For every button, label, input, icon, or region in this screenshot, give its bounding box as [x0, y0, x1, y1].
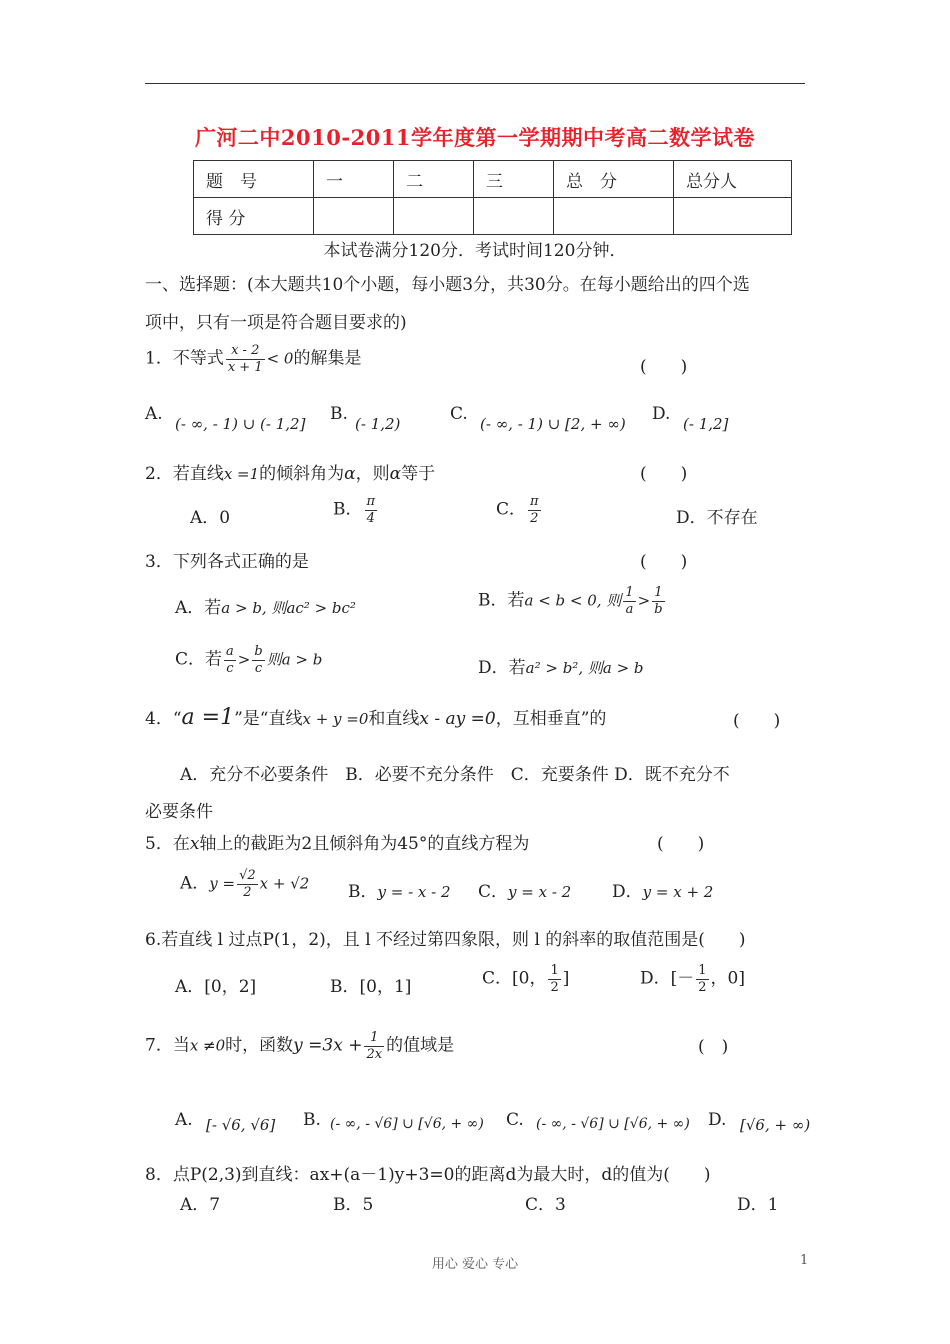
q2-b-numerator: π — [366, 494, 376, 509]
question-2-stem — [145, 459, 435, 484]
question-4-stem — [145, 704, 606, 730]
q4-quote-open: “ — [172, 709, 182, 729]
q7-option-d-label: D. — [708, 1110, 727, 1130]
q7-prefix: 7．当 — [145, 1035, 190, 1056]
q5-a-tail: x + √2 — [259, 874, 310, 893]
q4-suffix: ，互相垂直”的 — [495, 709, 607, 729]
q2-alpha2: α — [389, 464, 402, 484]
q7-function: y =3x + — [293, 1035, 363, 1056]
q5-option-d — [612, 877, 713, 902]
q1-numerator: x - 2 — [226, 343, 265, 360]
q3-b-den2: b — [654, 601, 663, 617]
q4-answer-paren[interactable]: ( ) — [733, 711, 781, 731]
q3-answer-paren[interactable]: ( ) — [640, 552, 688, 572]
score-cell[interactable] — [314, 198, 394, 235]
q7-option-c: (- ∞, - √6] ∪ [√6, + ∞) — [536, 1116, 690, 1132]
q5-a-lhs: y = — [209, 874, 236, 893]
q5-option-b-label: B． — [348, 882, 378, 902]
q2-option-b-fraction — [365, 494, 378, 526]
q8-option-d: D．1 — [737, 1195, 779, 1215]
q3-b-den1: a — [625, 601, 634, 617]
q3-c-den2: c — [254, 660, 263, 676]
q7-option-c-label: C. — [506, 1110, 524, 1130]
q3-option-a-expr: a > b, 则ac² > bc² — [221, 599, 356, 617]
q2-c-denominator: 2 — [530, 510, 539, 526]
score-header-cell: 一 — [314, 161, 394, 198]
q6-c-num: 1 — [550, 963, 559, 978]
q4-options: A．充分不必要条件 B．必要不充分条件 C．充要条件 D．既不充分不 — [180, 765, 730, 785]
q7-mid: 时，函数 — [225, 1035, 294, 1056]
q3-option-c — [175, 644, 322, 676]
q6-c-fraction — [548, 963, 560, 995]
score-cell[interactable] — [474, 198, 554, 235]
question-7-stem — [145, 1030, 454, 1062]
q5-option-d-expr: y = x + 2 — [642, 883, 714, 901]
q1-fraction — [226, 343, 265, 375]
q1-option-c-label: C. — [450, 404, 468, 424]
q7-option-a: [- √6, √6] — [206, 1116, 276, 1134]
q6-d-num: 1 — [698, 963, 707, 978]
q6-option-c-label: C．[0， — [482, 968, 547, 989]
q5-a-fraction — [237, 868, 258, 900]
q1-denominator: x + 1 — [227, 359, 263, 375]
q4-line2: x - ay =0 — [419, 709, 496, 729]
q5-answer-paren[interactable]: ( ) — [657, 834, 705, 854]
q3-option-d — [478, 653, 644, 678]
q1-prefix: 1．不等式 — [145, 348, 224, 369]
q6-c-den: 2 — [550, 979, 559, 995]
q3-c-fraction-2 — [252, 644, 264, 676]
question-6-stem: 6.若直线 l 过点P(1，2)，且 l 不经过第四象限，则 l 的斜率的取值范围是( ) — [145, 930, 746, 950]
q1-option-a-label: A. — [145, 404, 163, 424]
q2-option-a: A．0 — [190, 508, 231, 528]
q4-mid2: 和直线 — [368, 709, 420, 729]
question-8-stem: 8．点P(2,3)到直线：ax+(a－1)y+3=0的距离d为最大时，d的值为( ) — [145, 1165, 711, 1185]
q3-b-fraction-2 — [652, 585, 664, 617]
score-header-cell: 总 分 — [554, 161, 674, 198]
exam-note: 本试卷满分120分．考试时间120分钟． — [323, 241, 627, 261]
q2-mid2: ，则 — [355, 464, 390, 484]
q7-condition: x ≠0 — [189, 1036, 226, 1055]
q4-mid: ”是“直线 — [234, 709, 303, 729]
q1-option-b-label: B. — [330, 404, 348, 424]
q4-condition: a =1 — [181, 705, 235, 730]
q7-option-b: (- ∞, - √6] ∪ [√6, + ∞) — [330, 1116, 484, 1132]
q5-a-den: 2 — [243, 884, 252, 900]
q1-option-c: (- ∞, - 1) ∪ [2, + ∞) — [480, 415, 626, 433]
q4-line1: x + y =0 — [302, 710, 369, 728]
q5-option-c-label: C． — [478, 882, 509, 902]
page-footer: 用心 爱心 专心 — [431, 1257, 519, 1272]
q7-den: 2x — [366, 1046, 383, 1062]
q4-options-cont: 必要条件 — [145, 802, 213, 822]
q6-option-d-label: D．[－ — [640, 968, 695, 989]
q2-option-c-fraction — [528, 494, 541, 526]
q1-option-b: (- 1,2) — [355, 415, 401, 433]
q3-c-num1: a — [226, 644, 234, 659]
q8-option-c: C．3 — [525, 1195, 566, 1215]
q1-answer-paren[interactable]: ( ) — [640, 357, 688, 377]
q7-fraction — [364, 1030, 384, 1062]
q1-option-d: (- 1,2] — [683, 415, 729, 433]
q2-b-denominator: 4 — [366, 510, 375, 526]
q6-option-b: B．[0，1] — [330, 977, 412, 997]
q3-option-d-expr: a² > b², 则a > b — [525, 659, 644, 677]
q3-c-gt: > — [237, 650, 251, 669]
q6-option-a: A．[0，2] — [175, 977, 257, 997]
q2-answer-paren[interactable]: ( ) — [640, 464, 688, 484]
q3-option-b — [478, 585, 667, 617]
q5-var: x — [189, 834, 200, 854]
q2-mid: 的倾斜角为 — [259, 464, 345, 484]
q6-d-tail: ，0] — [710, 968, 745, 989]
q7-answer-paren[interactable]: ( ) — [698, 1037, 729, 1057]
q5-option-a — [180, 868, 309, 900]
q2-c-numerator: π — [530, 494, 539, 509]
score-header-cell: 总分人 — [674, 161, 792, 198]
q1-relation: < 0 — [266, 349, 294, 368]
q2-suffix: 等于 — [401, 464, 436, 484]
q2-option-b-label: B． — [333, 499, 363, 520]
q3-c-num2: b — [254, 644, 263, 659]
q3-b-gt: > — [637, 591, 651, 610]
q8-option-a: A．7 — [180, 1195, 221, 1215]
q2-option-c-label: C． — [496, 499, 527, 520]
q2-alpha: α — [344, 464, 356, 484]
q6-option-c — [482, 963, 569, 995]
score-row-label: 得 分 — [194, 198, 314, 235]
section-heading-line2: 项中，只有一项是符合题目要求的) — [145, 313, 407, 333]
q3-option-b-label: B．若 — [478, 590, 525, 611]
q3-b-num2: 1 — [652, 585, 664, 602]
q1-option-a: (- ∞, - 1) ∪ (- 1,2] — [175, 415, 306, 433]
q5-option-b-expr: y = - x - 2 — [377, 883, 451, 901]
question-3-stem: 3．下列各式正确的是 — [145, 552, 309, 572]
q5-a-num: √2 — [239, 868, 256, 883]
q5-option-a-label: A． — [180, 873, 210, 894]
score-table-score-row — [194, 198, 792, 235]
q5-option-b — [348, 877, 451, 902]
score-header-cell: 题 号 — [194, 161, 314, 198]
score-table-header-row — [194, 161, 792, 198]
score-header-cell: 二 — [394, 161, 474, 198]
section-heading-line1: 一、选择题：(本大题共10个小题，每小题3分，共30分。在每小题给出的四个选 — [145, 275, 750, 295]
q3-c-tail: 则a > b — [266, 650, 323, 669]
q3-c-fraction-1 — [224, 644, 236, 676]
q2-expression: x =1 — [223, 465, 260, 483]
q6-c-tail: ] — [562, 968, 570, 989]
q6-d-fraction — [696, 963, 708, 995]
header-rule — [145, 83, 805, 84]
q1-option-d-label: D. — [652, 404, 671, 424]
q2-option-d: D．不存在 — [676, 508, 758, 528]
q2-option-c — [496, 494, 543, 526]
score-header-cell: 三 — [474, 161, 554, 198]
q5-option-d-label: D． — [612, 882, 643, 902]
q6-d-den: 2 — [698, 979, 707, 995]
question-1-stem — [145, 343, 361, 375]
q3-option-a-label: A．若 — [175, 598, 222, 618]
q4-prefix: 4． — [145, 709, 173, 729]
q5-option-c — [478, 877, 571, 902]
q6-option-d — [640, 963, 745, 995]
score-table — [193, 160, 792, 235]
page-number: 1 — [800, 1253, 809, 1268]
q3-b-num1: 1 — [625, 585, 634, 600]
q3-option-a — [175, 593, 356, 618]
score-cell[interactable] — [394, 198, 474, 235]
q3-b-fraction-1 — [623, 585, 635, 617]
q2-prefix: 2．若直线 — [145, 464, 224, 484]
q8-option-b: B．5 — [333, 1195, 374, 1215]
q7-option-b-label: B. — [303, 1110, 321, 1130]
score-cell[interactable] — [554, 198, 674, 235]
q7-num: 1 — [364, 1030, 384, 1047]
q2-option-b — [333, 494, 379, 526]
q5-stem-a: 5．在 — [145, 834, 190, 854]
q3-option-c-label: C．若 — [175, 649, 223, 670]
q7-suffix: 的值域是 — [386, 1035, 455, 1056]
q5-stem-b: 轴上的截距为2且倾斜角为45°的直线方程为 — [199, 834, 530, 854]
q3-option-d-label: D．若 — [478, 658, 526, 678]
q3-option-b-expr: a < b < 0, 则 — [524, 591, 622, 610]
exam-title: 广河二中2010-2011学年度第一学期期中考高二数学试卷 — [194, 125, 756, 150]
q7-option-a-label: A. — [175, 1110, 193, 1130]
q7-option-d: [√6, + ∞) — [740, 1116, 811, 1134]
q5-option-c-expr: y = x - 2 — [508, 883, 572, 901]
q3-c-den1: c — [226, 660, 234, 676]
score-cell[interactable] — [674, 198, 792, 235]
q1-suffix: 的解集是 — [293, 348, 362, 369]
question-5-stem — [145, 829, 529, 854]
